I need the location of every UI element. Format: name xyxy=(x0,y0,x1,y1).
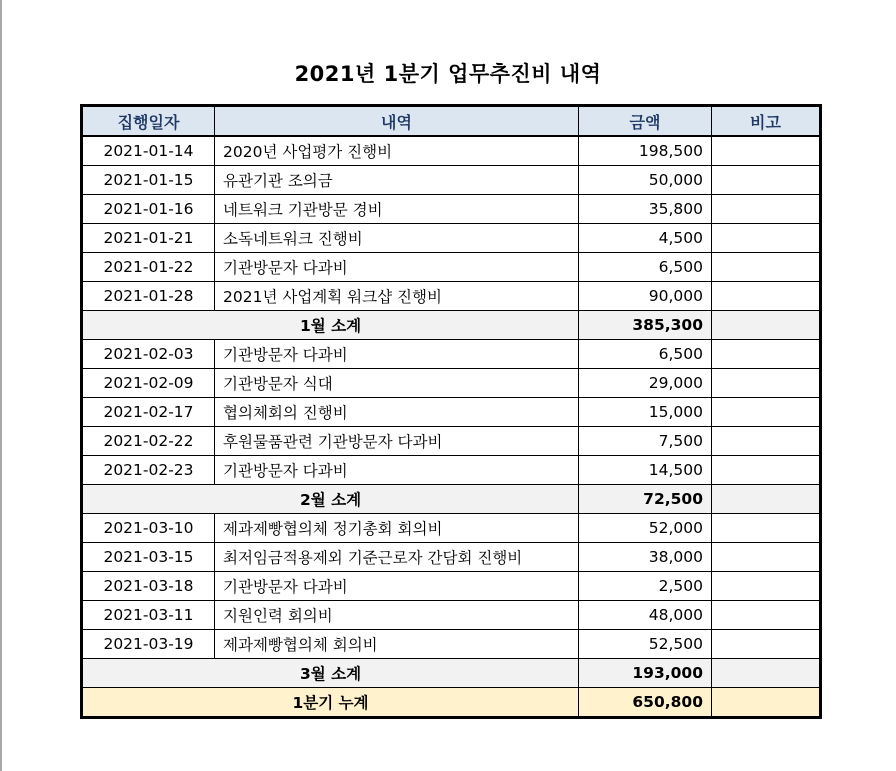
description-cell: 협의체회의 진행비 xyxy=(215,398,579,427)
note-cell xyxy=(712,195,821,224)
table-row xyxy=(82,224,821,253)
date-cell: 2021-02-09 xyxy=(82,369,215,398)
note-cell xyxy=(712,369,821,398)
table-row xyxy=(82,456,821,485)
table-row xyxy=(82,427,821,456)
table-row xyxy=(82,630,821,659)
description-cell: 2020년 사업평가 진행비 xyxy=(215,136,579,166)
amount-cell: 38,000 xyxy=(579,543,712,572)
table-row xyxy=(82,282,821,311)
note-cell xyxy=(712,136,821,166)
subtotal-amount: 385,300 xyxy=(579,311,712,340)
header-note: 비고 xyxy=(712,106,821,137)
date-cell: 2021-02-03 xyxy=(82,340,215,369)
note-cell xyxy=(712,398,821,427)
date-cell: 2021-02-22 xyxy=(82,427,215,456)
note-cell xyxy=(712,514,821,543)
amount-cell: 15,000 xyxy=(579,398,712,427)
subtotal-label: 3월 소계 xyxy=(82,659,579,688)
date-cell: 2021-03-11 xyxy=(82,601,215,630)
header-description: 내역 xyxy=(215,106,579,137)
date-cell: 2021-03-15 xyxy=(82,543,215,572)
note-cell xyxy=(712,572,821,601)
table-row xyxy=(82,136,821,166)
grand-total-row xyxy=(82,688,821,718)
subtotal-label: 1월 소계 xyxy=(82,311,579,340)
subtotal-amount: 72,500 xyxy=(579,485,712,514)
header-amount: 금액 xyxy=(579,106,712,137)
table-row xyxy=(82,369,821,398)
note-cell xyxy=(712,311,821,340)
amount-cell: 52,000 xyxy=(579,514,712,543)
subtotal-row-february xyxy=(82,485,821,514)
description-cell: 네트워크 기관방문 경비 xyxy=(215,195,579,224)
date-cell: 2021-01-14 xyxy=(82,136,215,166)
amount-cell: 7,500 xyxy=(579,427,712,456)
amount-cell: 29,000 xyxy=(579,369,712,398)
amount-cell: 198,500 xyxy=(579,136,712,166)
amount-cell: 6,500 xyxy=(579,340,712,369)
description-cell: 기관방문자 다과비 xyxy=(215,572,579,601)
grand-total-amount: 650,800 xyxy=(579,688,712,718)
date-cell: 2021-02-23 xyxy=(82,456,215,485)
description-cell: 기관방문자 다과비 xyxy=(215,340,579,369)
amount-cell: 14,500 xyxy=(579,456,712,485)
subtotal-label: 2월 소계 xyxy=(82,485,579,514)
amount-cell: 48,000 xyxy=(579,601,712,630)
description-cell: 2021년 사업계획 워크샵 진행비 xyxy=(215,282,579,311)
description-cell: 제과제빵협의체 정기총회 회의비 xyxy=(215,514,579,543)
page-left-edge xyxy=(0,0,2,771)
table-row xyxy=(82,543,821,572)
description-cell: 기관방문자 식대 xyxy=(215,369,579,398)
note-cell xyxy=(712,456,821,485)
header-date: 집행일자 xyxy=(82,106,215,137)
amount-cell: 35,800 xyxy=(579,195,712,224)
note-cell xyxy=(712,601,821,630)
date-cell: 2021-01-16 xyxy=(82,195,215,224)
date-cell: 2021-01-21 xyxy=(82,224,215,253)
table-row xyxy=(82,195,821,224)
note-cell xyxy=(712,282,821,311)
date-cell: 2021-01-22 xyxy=(82,253,215,282)
description-cell: 최저임금적용제외 기준근로자 간담회 진행비 xyxy=(215,543,579,572)
note-cell xyxy=(712,224,821,253)
amount-cell: 50,000 xyxy=(579,166,712,195)
table-row xyxy=(82,166,821,195)
amount-cell: 6,500 xyxy=(579,253,712,282)
description-cell: 지원인력 회의비 xyxy=(215,601,579,630)
note-cell xyxy=(712,166,821,195)
subtotal-row-january xyxy=(82,311,821,340)
description-cell: 후원물품관련 기관방문자 다과비 xyxy=(215,427,579,456)
note-cell xyxy=(712,427,821,456)
amount-cell: 2,500 xyxy=(579,572,712,601)
note-cell xyxy=(712,340,821,369)
note-cell xyxy=(712,630,821,659)
date-cell: 2021-02-17 xyxy=(82,398,215,427)
description-cell: 기관방문자 다과비 xyxy=(215,456,579,485)
note-cell xyxy=(712,253,821,282)
table-row xyxy=(82,572,821,601)
header-row xyxy=(82,106,821,137)
date-cell: 2021-03-18 xyxy=(82,572,215,601)
amount-cell: 52,500 xyxy=(579,630,712,659)
grand-total-label: 1분기 누계 xyxy=(82,688,579,718)
amount-cell: 4,500 xyxy=(579,224,712,253)
table-row xyxy=(82,253,821,282)
date-cell: 2021-01-15 xyxy=(82,166,215,195)
table-row xyxy=(82,514,821,543)
description-cell: 유관기관 조의금 xyxy=(215,166,579,195)
subtotal-row-march xyxy=(82,659,821,688)
expense-table xyxy=(80,104,822,719)
table-row xyxy=(82,398,821,427)
amount-cell: 90,000 xyxy=(579,282,712,311)
date-cell: 2021-03-10 xyxy=(82,514,215,543)
description-cell: 소독네트워크 진행비 xyxy=(215,224,579,253)
table-row xyxy=(82,601,821,630)
note-cell xyxy=(712,688,821,718)
date-cell: 2021-01-28 xyxy=(82,282,215,311)
table-row xyxy=(82,340,821,369)
subtotal-amount: 193,000 xyxy=(579,659,712,688)
note-cell xyxy=(712,485,821,514)
description-cell: 기관방문자 다과비 xyxy=(215,253,579,282)
note-cell xyxy=(712,659,821,688)
note-cell xyxy=(712,543,821,572)
description-cell: 제과제빵협의체 회의비 xyxy=(215,630,579,659)
document-title: 2021년 1분기 업무추진비 내역 xyxy=(294,62,602,86)
date-cell: 2021-03-19 xyxy=(82,630,215,659)
